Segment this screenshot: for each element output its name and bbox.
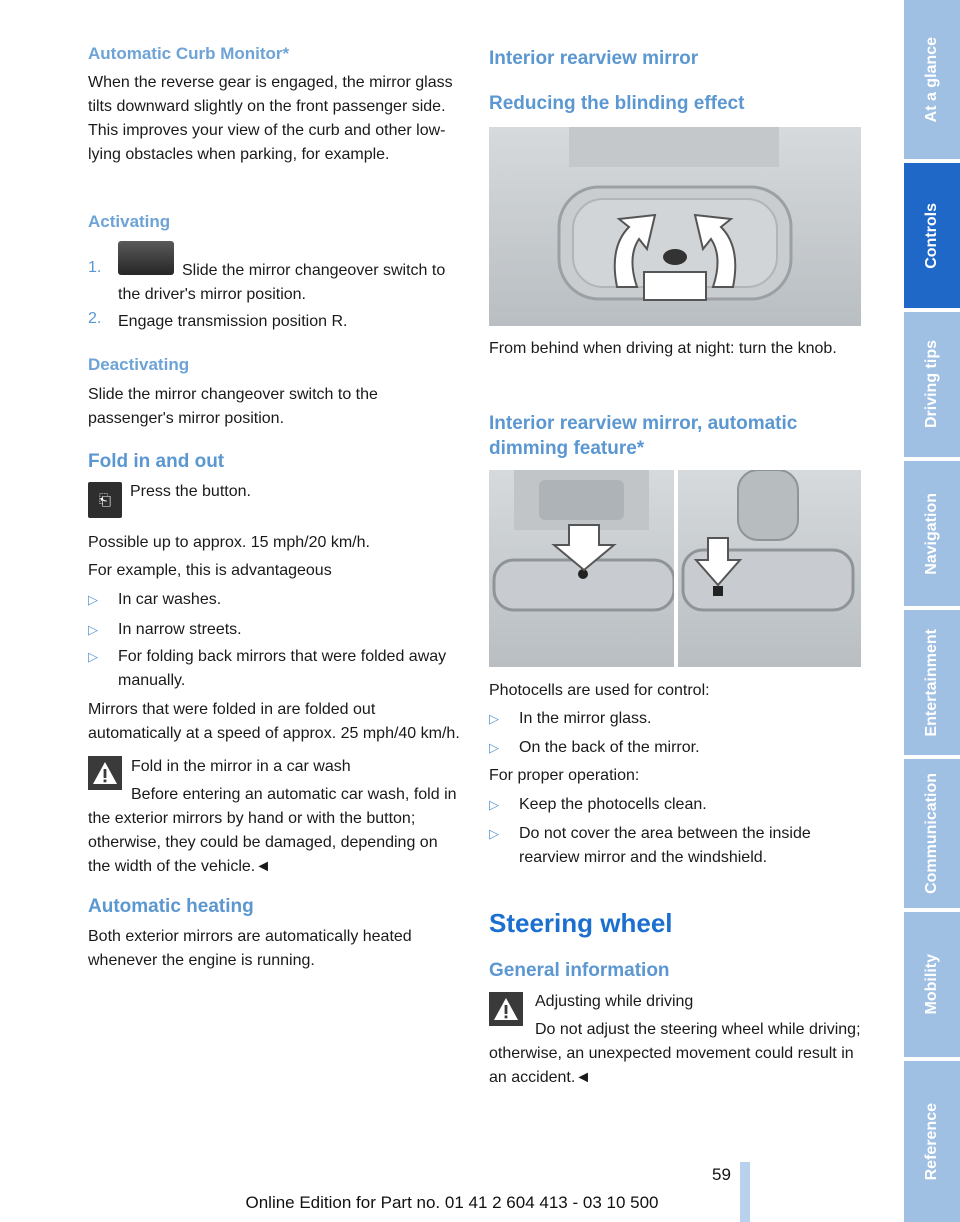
list-item: For folding back mirrors that were folded away manually.: [118, 648, 447, 689]
blinding-body: From behind when driving at night: turn the knob.: [489, 340, 837, 357]
tab-communication[interactable]: Communication: [904, 759, 960, 908]
list-item: In car washes.: [118, 591, 222, 608]
list-item: Keep the photocells clean.: [519, 796, 707, 813]
tab-at-a-glance[interactable]: At a glance: [904, 0, 960, 159]
general-info-title: General information: [489, 960, 670, 981]
deactivating-body: Slide the mirror changeover switch to the passenger's mirror position.: [88, 386, 378, 427]
step-number: 2.: [88, 310, 102, 327]
tab-reference[interactable]: Reference: [904, 1061, 960, 1222]
fold-speed-text: Possible up to approx. 15 mph/20 km/h.: [88, 534, 370, 551]
warning-title: Adjusting while driving: [535, 993, 694, 1010]
step-text: Slide the mirror changeover switch to the driver's mirror position.: [118, 262, 446, 303]
mirror-front-photocell-illustration: [489, 470, 674, 667]
step-text: Engage transmission position R.: [118, 313, 348, 330]
blinding-title: Reducing the blinding effect: [489, 93, 745, 114]
fold-example-text: For example, this is advantageous: [88, 562, 332, 579]
steering-title: Steering wheel: [489, 908, 673, 938]
step-number: 1.: [88, 259, 102, 276]
warning-body: Before entering an automatic car wash, fold in the exterior mirrors by hand or with the button; otherwise, they could be damaged, depending on the width of the vehicle.◄: [88, 786, 457, 875]
bullet-triangle-icon: ▷: [489, 740, 499, 755]
mirror-knob-illustration: [489, 127, 861, 326]
bullet-triangle-icon: ▷: [489, 711, 499, 726]
fold-auto-text: Mirrors that were folded in are folded out automatically at a speed of approx. 25 mph/40 km/h.: [88, 701, 460, 742]
tab-entertainment[interactable]: Entertainment: [904, 610, 960, 755]
warning-title: Fold in the mirror in a car wash: [131, 758, 351, 775]
list-item: In narrow streets.: [118, 621, 242, 638]
footer-edition-text: Online Edition for Part no. 01 41 2 604 413 - 03 10 500: [245, 1193, 659, 1212]
tab-mobility[interactable]: Mobility: [904, 912, 960, 1057]
fold-title: Fold in and out: [88, 451, 225, 472]
mirror-back-photocell-illustration: [678, 470, 861, 667]
bullet-triangle-icon: ▷: [88, 592, 98, 607]
bullet-triangle-icon: ▷: [489, 797, 499, 812]
heating-body: Both exterior mirrors are automatically heated whenever the engine is running.: [88, 928, 412, 969]
tab-driving-tips[interactable]: Driving tips: [904, 312, 960, 457]
list-item: On the back of the mirror.: [519, 739, 700, 756]
fold-press-text: Press the button.: [130, 483, 251, 500]
tab-navigation[interactable]: Navigation: [904, 461, 960, 606]
list-item: Do not cover the area between the inside rearview mirror and the windshield.: [519, 825, 811, 866]
bullet-triangle-icon: ▷: [489, 826, 499, 841]
heating-title: Automatic heating: [88, 896, 254, 917]
curb-monitor-body: When the reverse gear is engaged, the mirror glass tilts downward slightly on the front passenger side. This improves your view of the curb and other low-lying obstacles when parking, for example.: [88, 74, 453, 163]
curb-monitor-title: Automatic Curb Monitor*: [88, 44, 290, 63]
warning-body: Do not adjust the steering wheel while driving; otherwise, an unexpected movement could result in an accident.◄: [489, 1021, 861, 1086]
photocells-text: Photocells are used for control:: [489, 682, 710, 699]
bullet-triangle-icon: ▷: [88, 622, 98, 637]
mirror-fold-button-icon: ⎗: [88, 482, 122, 518]
activating-title: Activating: [88, 212, 171, 231]
page-marker-bar: [740, 1162, 750, 1222]
page-number: 59: [712, 1165, 731, 1184]
tab-controls[interactable]: Controls: [904, 163, 960, 308]
list-item: In the mirror glass.: [519, 710, 652, 727]
deactivating-title: Deactivating: [88, 355, 190, 374]
auto-dim-title: Interior rearview mirror, automatic dimming feature*: [489, 413, 798, 459]
proper-operation-text: For proper operation:: [489, 767, 640, 784]
mirror-title: Interior rearview mirror: [489, 48, 699, 69]
bullet-triangle-icon: ▷: [88, 649, 98, 664]
